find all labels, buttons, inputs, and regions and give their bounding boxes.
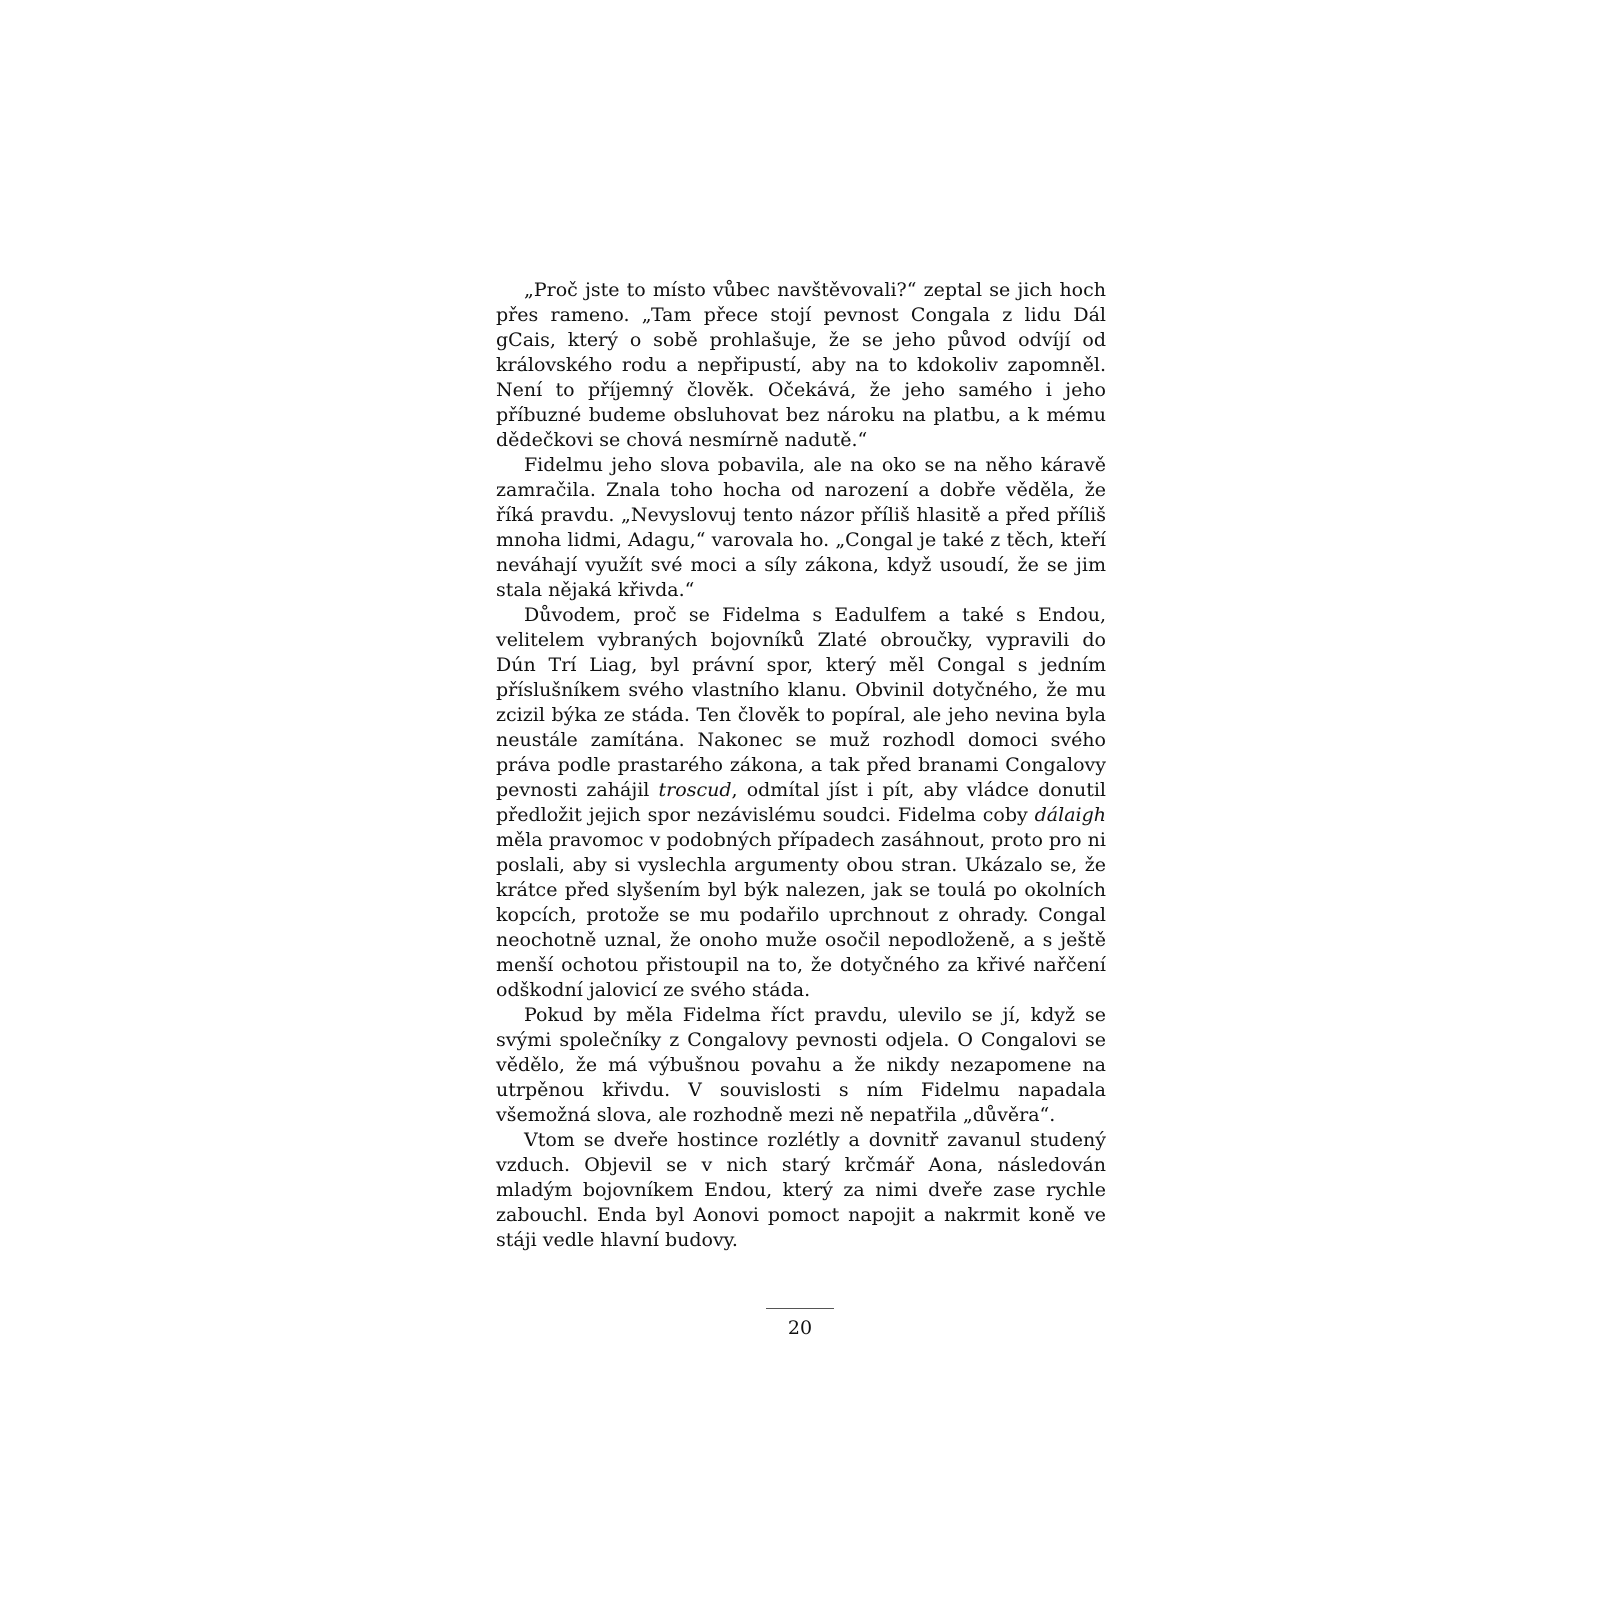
body-text — [496, 278, 1106, 1253]
paragraph-text: Fidelmu jeho slova pobavila, ale na oko se na něho káravě zamračila. Znala toho hocha od narození a dobře věděla, že říká pravdu. „Nevyslovuj tento názor příliš hlasitě a před příliš mnoha lidmi, Adagu,“ varovala ho. „Congal je také z těch, kteří neváhají využít své moci a síly zákona, když usoudí, že se jim stala nějaká křivda.“ — [496, 454, 1106, 601]
paragraph-text: Pokud by měla Fidelma říct pravdu, ulevilo se jí, když se svými společníky z Congalovy pevnosti odjela. O Congalovi se vědělo, že má výbušnou povahu a že nikdy nezapomene na utrpěnou křivdu. V souvislosti s ním Fidelmu napadala všemožná slova, ale rozhodně mezi ně nepatřila „důvěra“. — [496, 1004, 1106, 1126]
italic-term: dálaigh — [1034, 804, 1106, 826]
paragraph — [496, 278, 1106, 453]
italic-term: troscud — [658, 779, 732, 801]
paragraph — [496, 453, 1106, 603]
paragraph-text: „Proč jste to místo vůbec navštěvovali?“ zeptal se jich hoch přes rameno. „Tam přece stojí pevnost Congala z lidu Dál gCais, který o sobě prohlašuje, že se jeho původ odvíjí od královského rodu a nepřipustí, aby na to kdokoliv zapomněl. Není to příjemný člověk. Očekává, že jeho samého i jeho příbuzné budeme obsluhovat bez nároku na platbu, a k mému dědečkovi se chová nesmírně nadutě.“ — [496, 279, 1106, 451]
page-number: 20 — [787, 1317, 813, 1339]
page-number-divider — [766, 1308, 834, 1309]
paragraph-text: , odmítal jíst i pít, aby vládce donutil předložit jejich spor nezávislému soudci. Fidelma coby — [496, 779, 1106, 826]
paragraph — [496, 1003, 1106, 1128]
paragraph-text: měla pravomoc v podobných případech zasáhnout, proto pro ni poslali, aby si vyslechla argumenty obou stran. Ukázalo se, že krátce před slyšením byl býk nalezen, jak se toulá po okolních kopcích, protože se mu podařilo uprchnout z ohrady. Congal neochotně uznal, že onoho muže osočil nepodloženě, a s ještě menší ochotou přistoupil na to, že dotyčného za křivé nařčení odškodní jalovicí ze svého stáda. — [496, 829, 1106, 1001]
paragraph — [496, 1128, 1106, 1253]
paragraph-text: Vtom se dveře hostince rozlétly a dovnitř zavanul studený vzduch. Objevil se v nich starý krčmář Aona, následován mladým bojovníkem Endou, který za nimi dveře zase rychle zabouchl. Enda byl Aonovi pomoct napojit a nakrmit koně ve stáji vedle hlavní budovy. — [496, 1129, 1106, 1251]
paragraph-text: Důvodem, proč se Fidelma s Eadulfem a také s Endou, velitelem vybraných bojovníků Zlaté obroučky, vypravili do Dún Trí Liag, byl právní spor, který měl Congal s jedním příslušníkem svého vlastního klanu. Obvinil dotyčného, že mu zcizil býka ze stáda. Ten člověk to popíral, ale jeho nevina byla neustále zamítána. Nakonec se muž rozhodl domoci svého práva podle prastarého zákona, a tak před branami Congalovy pevnosti zahájil — [496, 604, 1106, 801]
paragraph — [496, 603, 1106, 1003]
